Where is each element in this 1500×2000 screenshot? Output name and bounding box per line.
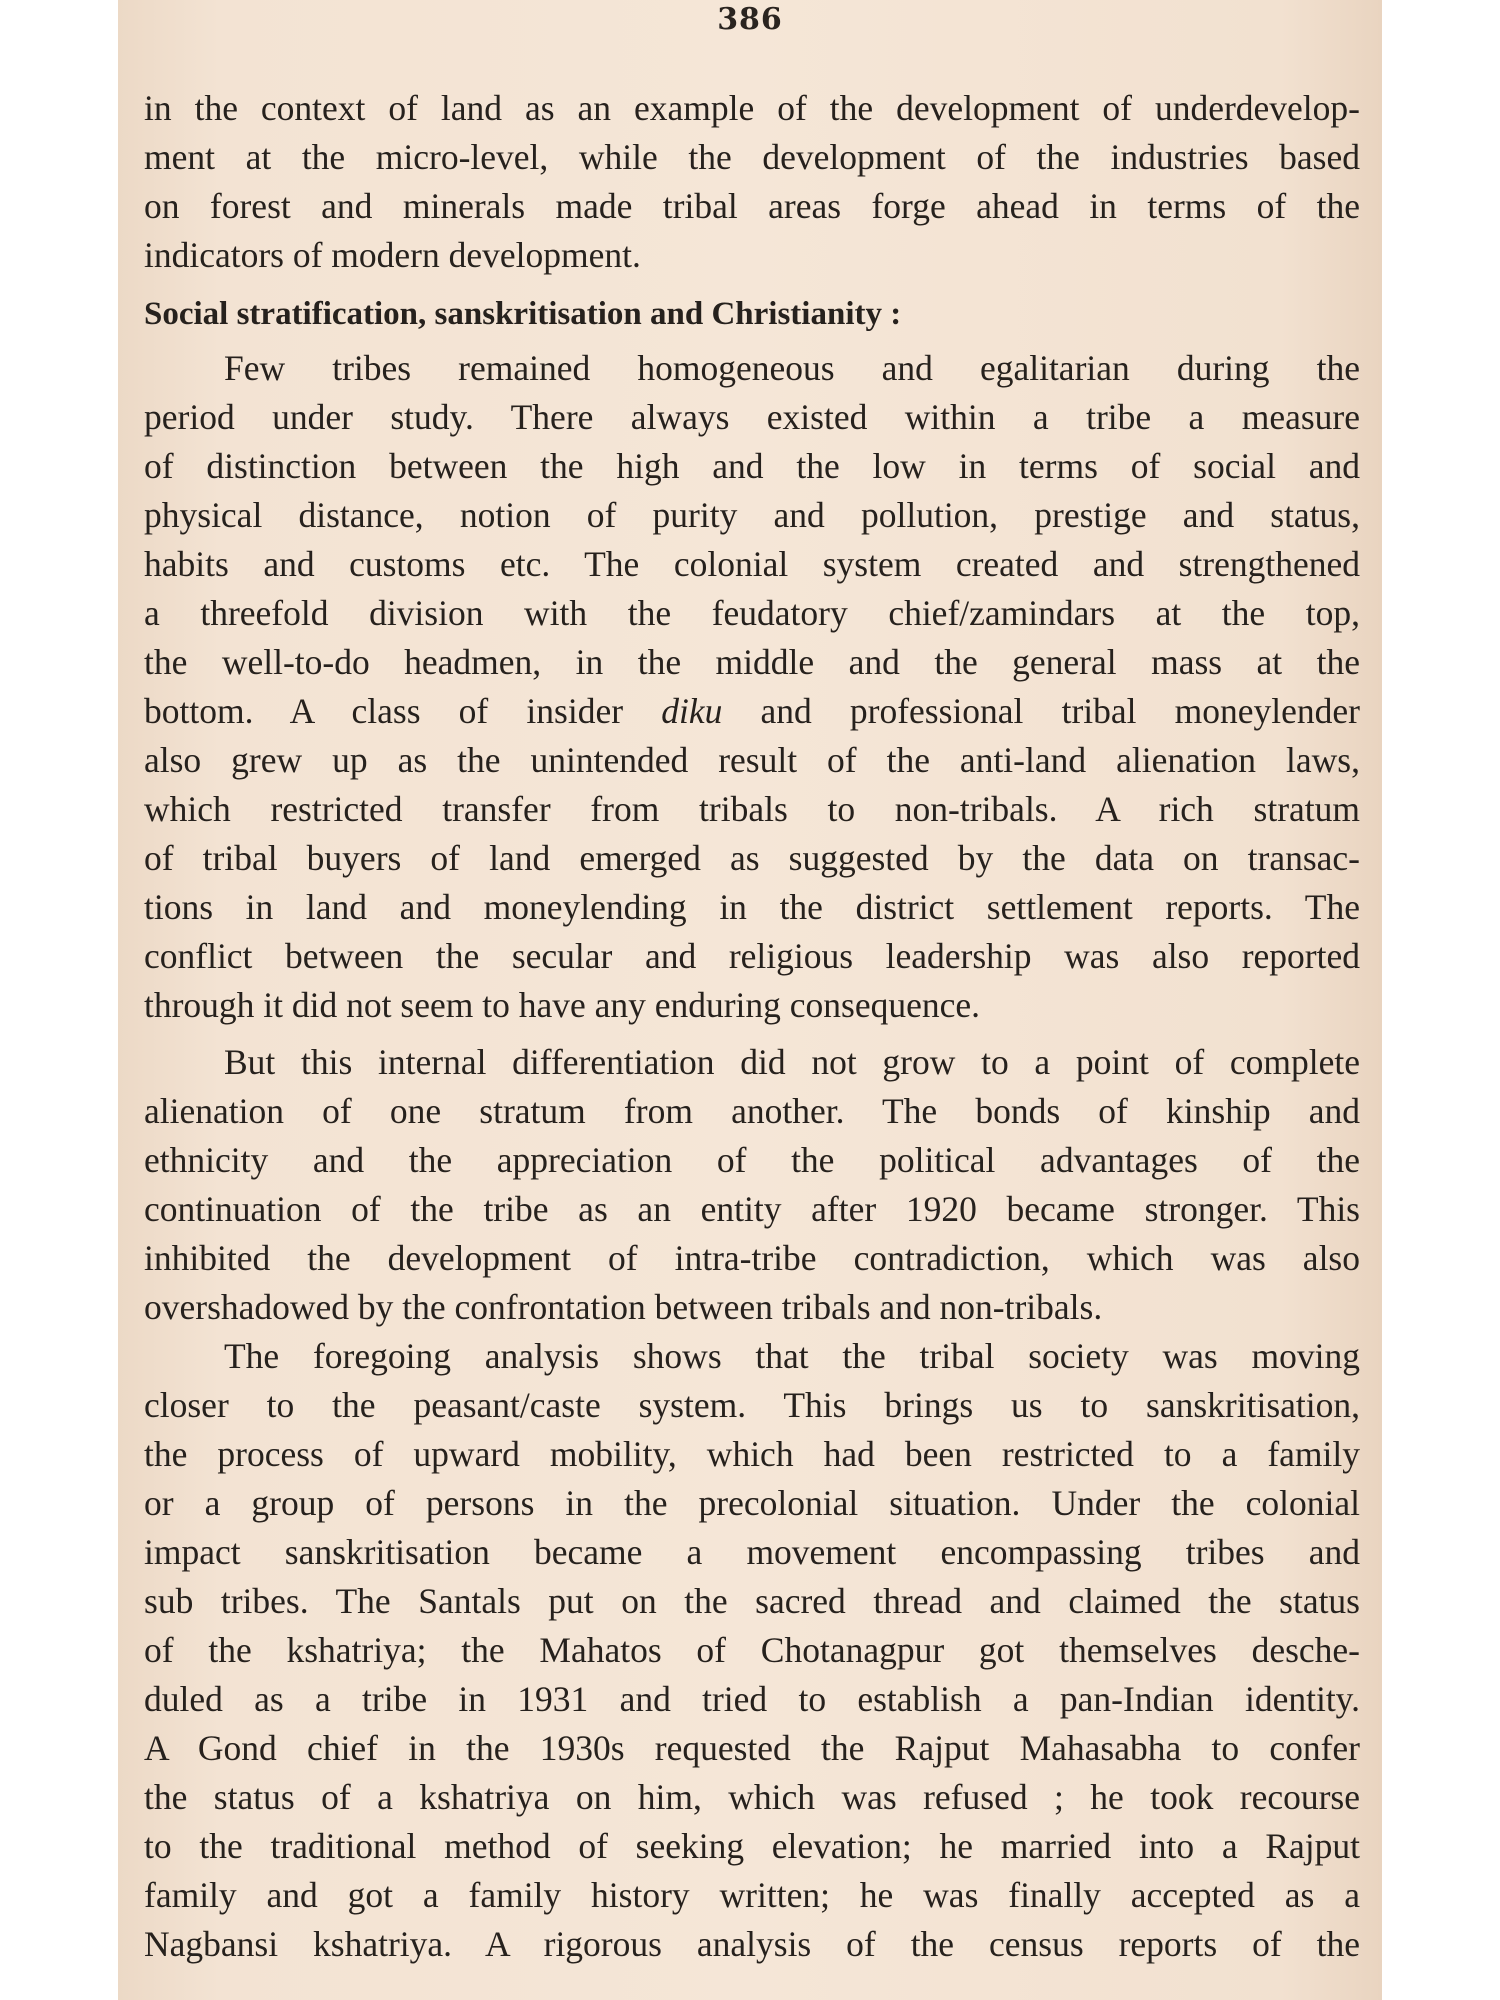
paragraph-gap [144, 1030, 1360, 1038]
text-fragment: and professional tribal moneylender [722, 691, 1360, 731]
book-page [118, 0, 1382, 2000]
text-line: the well-to-do headmen, in the middle and the general mass at the [144, 642, 1360, 682]
text-line: the process of upward mobility, which had been restricted to a family [144, 1434, 1360, 1474]
text-line: But this internal differentiation did not grow to a point of complete [224, 1042, 1360, 1082]
section-heading: Social stratification, sanskritisation and Christianity : [144, 296, 902, 332]
text-line: alienation of one stratum from another. The bonds of kinship and [144, 1091, 1360, 1131]
text-line-with-italic [144, 687, 1360, 736]
text-line: or a group of persons in the precolonial situation. Under the colonial [144, 1483, 1360, 1523]
text-line: family and got a family history written; he was finally accepted as a [144, 1875, 1360, 1915]
text-line: which restricted transfer from tribals to non-tribals. A rich stratum [144, 789, 1360, 829]
text-line: through it did not seem to have any enduring consequence. [144, 985, 981, 1025]
page-body-text [144, 84, 1360, 1969]
text-line: duled as a tribe in 1931 and tried to establish a pan-Indian identity. [144, 1679, 1360, 1719]
text-line: Few tribes remained homogeneous and egalitarian during the [224, 348, 1360, 388]
text-line: A Gond chief in the 1930s requested the Rajput Mahasabha to confer [144, 1728, 1360, 1768]
text-line: in the context of land as an example of the development of underdevelop- [144, 88, 1360, 128]
text-line: of tribal buyers of land emerged as suggested by the data on transac- [144, 838, 1360, 878]
text-line: overshadowed by the confrontation between tribals and non-tribals. [144, 1287, 1103, 1327]
text-line: to the traditional method of seeking elevation; he married into a Rajput [144, 1826, 1360, 1866]
text-line: impact sanskritisation became a movement encompassing tribes and [144, 1532, 1360, 1572]
text-fragment: bottom. A class of insider [144, 691, 662, 731]
text-line: a threefold division with the feudatory chief/zamindars at the top, [144, 593, 1360, 633]
text-line: continuation of the tribe as an entity after 1920 became stronger. This [144, 1189, 1360, 1229]
text-line: ethnicity and the appreciation of the political advantages of the [144, 1140, 1360, 1180]
text-line: conflict between the secular and religious leadership was also reported [144, 936, 1360, 976]
text-line: sub tribes. The Santals put on the sacred thread and claimed the status [144, 1581, 1360, 1621]
italic-term: diku [661, 691, 723, 731]
text-line: tions in land and moneylending in the district settlement reports. The [144, 887, 1360, 927]
text-line: inhibited the development of intra-tribe contradiction, which was also [144, 1238, 1360, 1278]
text-line: Nagbansi kshatriya. A rigorous analysis of the census reports of the [144, 1924, 1360, 1964]
text-line: closer to the peasant/caste system. This brings us to sanskritisation, [144, 1385, 1360, 1425]
text-line: on forest and minerals made tribal areas forge ahead in terms of the [144, 186, 1360, 226]
text-line: The foregoing analysis shows that the tribal society was moving [224, 1336, 1360, 1376]
text-line: of distinction between the high and the low in terms of social and [144, 446, 1360, 486]
text-line: the status of a kshatriya on him, which was refused ; he took recourse [144, 1777, 1360, 1817]
text-line: period under study. There always existed within a tribe a measure [144, 397, 1360, 437]
text-line: ment at the micro-level, while the development of the industries based [144, 137, 1360, 177]
text-line: indicators of modern development. [144, 235, 641, 275]
page-number: 386 [717, 2, 783, 37]
text-line: of the kshatriya; the Mahatos of Chotanagpur got themselves desche- [144, 1630, 1360, 1670]
text-line: also grew up as the unintended result of the anti-land alienation laws, [144, 740, 1360, 780]
text-line: physical distance, notion of purity and pollution, prestige and status, [144, 495, 1360, 535]
text-line: habits and customs etc. The colonial system created and strengthened [144, 544, 1360, 584]
